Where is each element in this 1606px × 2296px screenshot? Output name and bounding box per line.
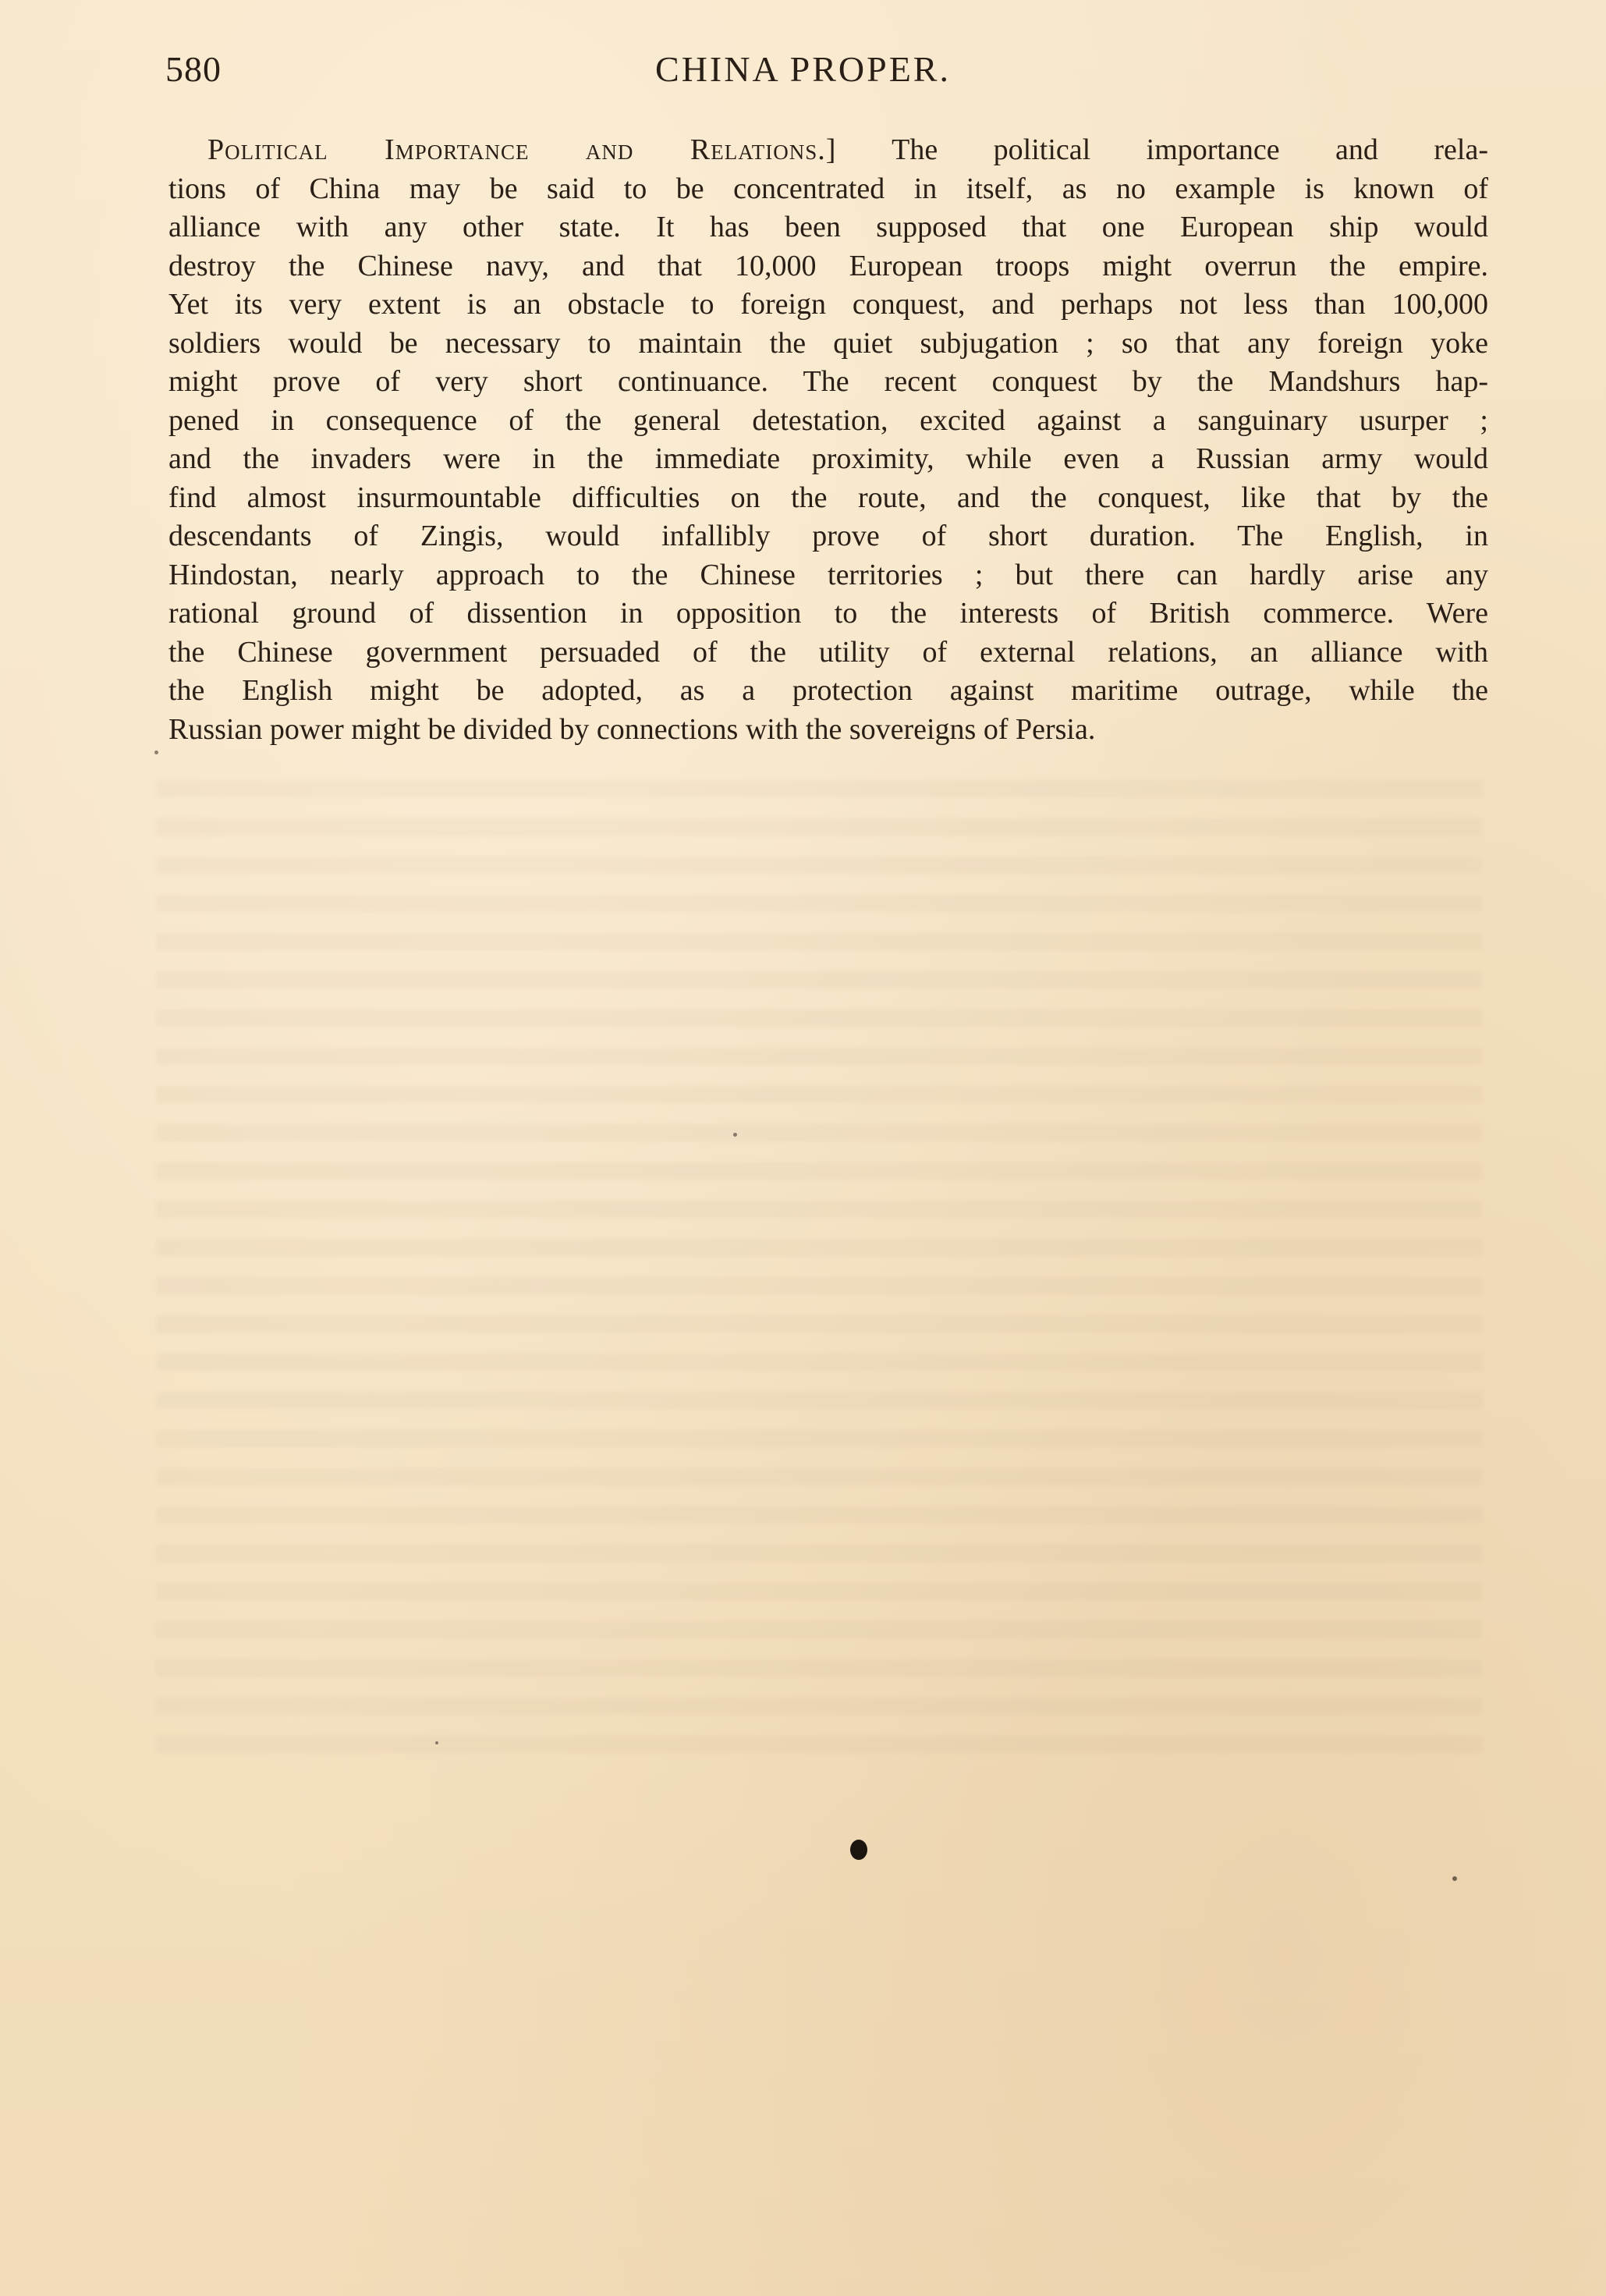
paragraph-line: the English might be adopted, as a protection against maritime outrage, while the — [168, 674, 1488, 707]
running-head — [0, 48, 1606, 95]
paragraph-line: alliance with any other state. It has been supposed that one European ship would — [168, 211, 1488, 243]
section-heading: Political Importance and Relations.] — [207, 133, 837, 166]
paragraph-line: descendants of Zingis, would infallibly prove of short duration. The English, in — [168, 520, 1488, 552]
paragraph-line: and the invaders were in the immediate proximity, while even a Russian army would — [168, 442, 1488, 475]
page-number: 580 — [165, 49, 222, 89]
paragraph-line: pened in consequence of the general detestation, excited against a sanguinary usurper ; — [168, 403, 1488, 437]
section-paragraph — [168, 131, 1488, 749]
ink-speck — [733, 1133, 737, 1137]
ink-speck — [154, 751, 158, 754]
ink-speck — [435, 1741, 438, 1744]
paragraph-line: soldiers would be necessary to maintain the quiet subjugation ; so that any foreign yoke — [168, 326, 1488, 360]
paragraph-line: Hindostan, nearly approach to the Chinese territories ; but there can hardly arise any — [168, 558, 1488, 591]
ink-speck — [1452, 1876, 1457, 1881]
paragraph-line: Yet its very extent is an obstacle to foreign conquest, and perhaps not less than 100,000 — [168, 288, 1488, 321]
paragraph-line: Russian power might be divided by connections with the sovereigns of Persia. — [168, 712, 1096, 746]
paragraph-line: rational ground of dissention in opposition to the interests of British commerce. Were — [168, 597, 1488, 630]
paragraph-line: the Chinese government persuaded of the utility of external relations, an alliance with — [168, 635, 1488, 669]
paragraph-line — [168, 131, 1488, 170]
page-title: CHINA PROPER. — [655, 49, 951, 89]
ink-blot — [850, 1840, 867, 1860]
paragraph-line: tions of China may be said to be concentrated in itself, as no example is known of — [168, 172, 1488, 205]
line-text: The political importance and rela- — [892, 133, 1488, 166]
paragraph-line: find almost insurmountable difficulties on the route, and the conquest, like that by the — [168, 481, 1488, 514]
paragraph-line: might prove of very short continuance. The recent conquest by the Mandshurs hap- — [168, 365, 1488, 398]
show-through-text — [156, 780, 1482, 1755]
paragraph-line: destroy the Chinese navy, and that 10,000 European troops might overrun the empire. — [168, 249, 1488, 282]
